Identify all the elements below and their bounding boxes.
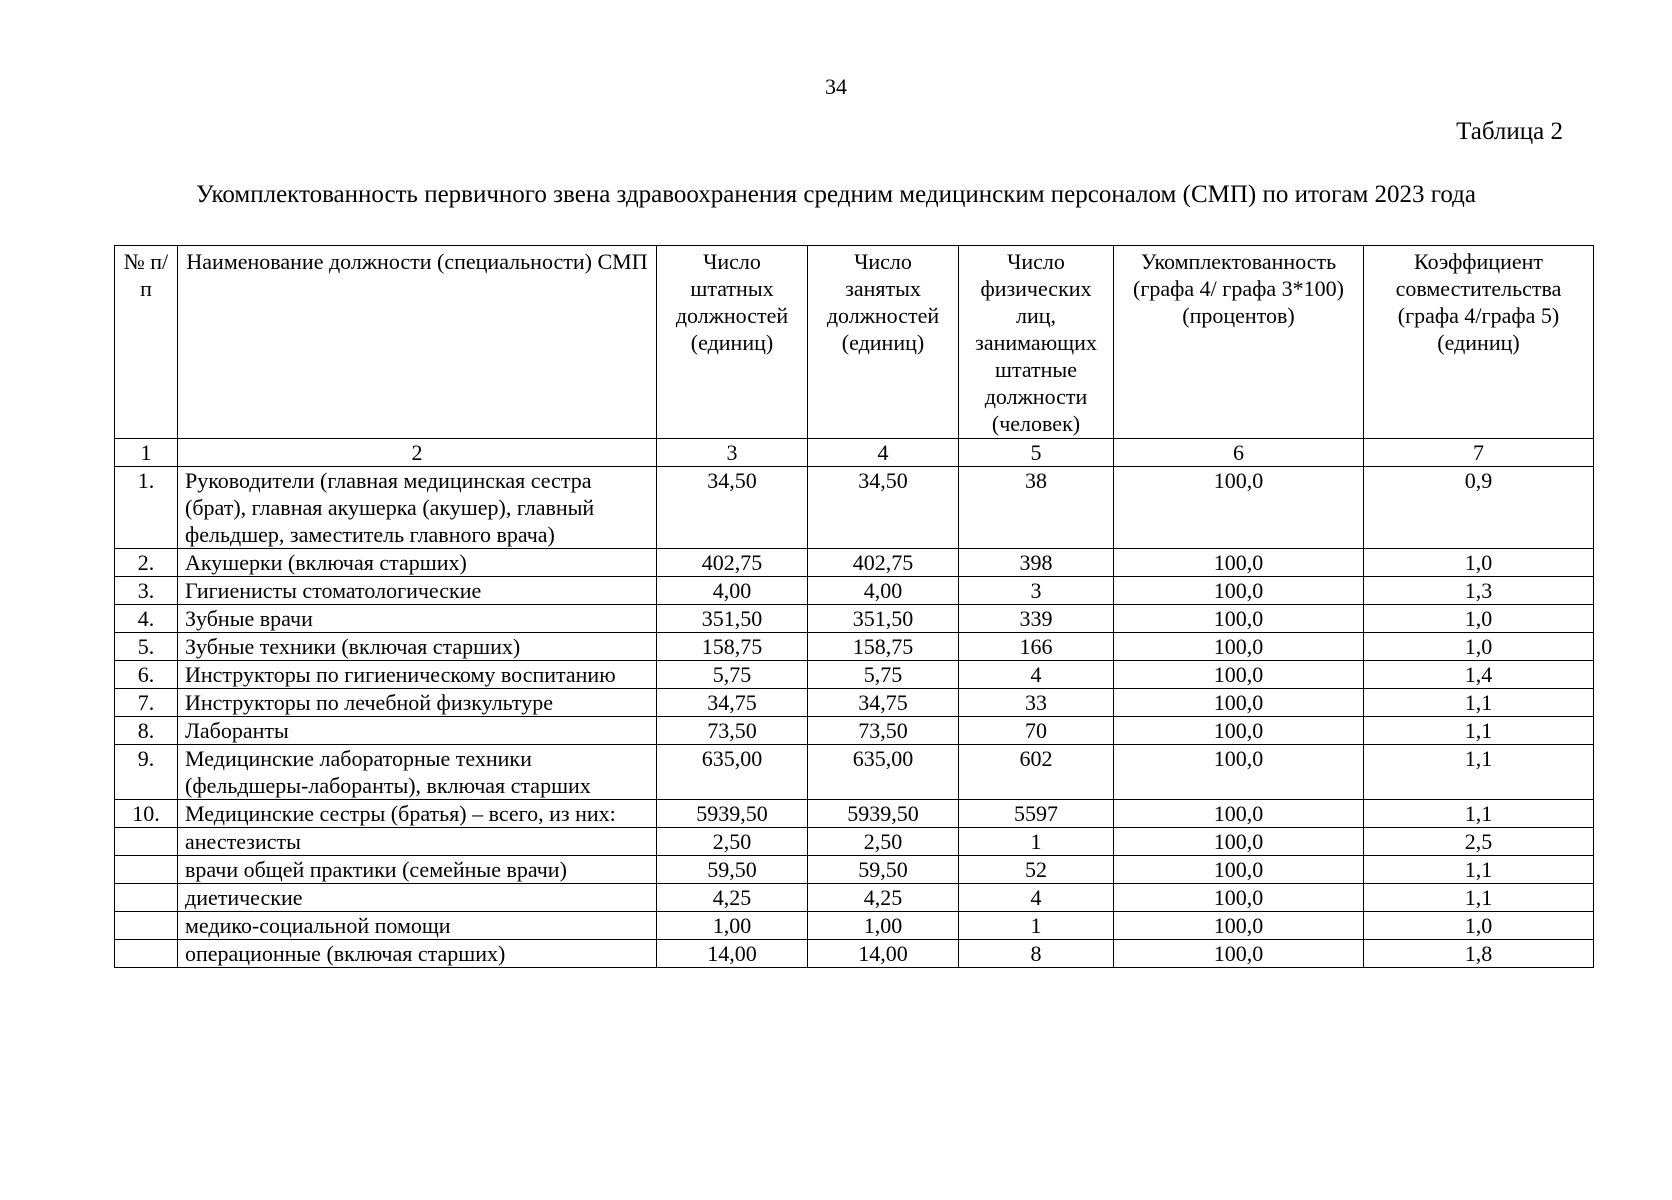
table-row [115,912,1594,940]
column-number: 3 [657,439,808,467]
staff-positions: 5939,50 [657,800,808,828]
row-number [115,884,178,912]
persons: 1 [959,828,1114,856]
row-number: 7. [115,689,178,717]
row-number: 2. [115,549,178,577]
staff-positions: 34,75 [657,689,808,717]
header-num: № п/п [115,246,178,439]
coefficient: 2,5 [1364,828,1594,856]
completeness: 100,0 [1114,467,1364,549]
column-number: 7 [1364,439,1594,467]
header-occupied-positions: Число занятых должностей (единиц) [808,246,959,439]
completeness: 100,0 [1114,856,1364,884]
coefficient: 1,1 [1364,745,1594,800]
row-number [115,828,178,856]
coefficient: 1,8 [1364,940,1594,968]
position-name: медико-социальной помощи [178,912,657,940]
staff-positions: 34,50 [657,467,808,549]
position-name: анестезисты [178,828,657,856]
table-row [115,940,1594,968]
staff-positions: 5,75 [657,661,808,689]
persons: 33 [959,689,1114,717]
persons: 52 [959,856,1114,884]
completeness: 100,0 [1114,800,1364,828]
table-row [115,577,1594,605]
row-number: 1. [115,467,178,549]
row-number: 3. [115,577,178,605]
persons: 38 [959,467,1114,549]
persons: 1 [959,912,1114,940]
staffing-table [114,245,1594,968]
document-title: Укомплектованность первичного звена здравоохранения средним медицинским персоналом (СМП) по итогам 2023 года [195,181,1476,208]
position-name: Лаборанты [178,717,657,745]
row-number [115,856,178,884]
occupied-positions: 158,75 [808,633,959,661]
occupied-positions: 59,50 [808,856,959,884]
coefficient: 1,3 [1364,577,1594,605]
position-name: Медицинские сестры (братья) – всего, из них: [178,800,657,828]
table-body [115,467,1594,968]
position-name: Медицинские лабораторные техники (фельдшеры-лаборанты), включая старших [178,745,657,800]
persons: 8 [959,940,1114,968]
row-number [115,940,178,968]
position-name: Зубные техники (включая старших) [178,633,657,661]
position-name: Руководители (главная медицинская сестра (брат), главная акушерка (акушер), главный фельдшер, заместитель главного врача) [178,467,657,549]
persons: 70 [959,717,1114,745]
coefficient: 1,1 [1364,884,1594,912]
occupied-positions: 4,00 [808,577,959,605]
header-position: Наименование должности (специальности) СМП [178,246,657,439]
table-row [115,549,1594,577]
position-name: Гигиенисты стоматологические [178,577,657,605]
persons: 166 [959,633,1114,661]
coefficient: 1,1 [1364,689,1594,717]
coefficient: 1,0 [1364,633,1594,661]
staff-positions: 158,75 [657,633,808,661]
occupied-positions: 1,00 [808,912,959,940]
completeness: 100,0 [1114,884,1364,912]
column-number: 1 [115,439,178,467]
completeness: 100,0 [1114,689,1364,717]
completeness: 100,0 [1114,577,1364,605]
header-row [115,246,1594,439]
table-row [115,689,1594,717]
completeness: 100,0 [1114,717,1364,745]
completeness: 100,0 [1114,940,1364,968]
occupied-positions: 4,25 [808,884,959,912]
table-row [115,884,1594,912]
occupied-positions: 351,50 [808,605,959,633]
occupied-positions: 14,00 [808,940,959,968]
completeness: 100,0 [1114,549,1364,577]
table-row [115,605,1594,633]
row-number: 9. [115,745,178,800]
occupied-positions: 635,00 [808,745,959,800]
column-number-row [115,439,1594,467]
position-name: операционные (включая старших) [178,940,657,968]
staff-positions: 635,00 [657,745,808,800]
row-number: 4. [115,605,178,633]
row-number: 8. [115,717,178,745]
completeness: 100,0 [1114,912,1364,940]
page-number: 34 [825,74,847,99]
column-number: 4 [808,439,959,467]
staff-positions: 4,00 [657,577,808,605]
occupied-positions: 5939,50 [808,800,959,828]
table-row [115,717,1594,745]
occupied-positions: 402,75 [808,549,959,577]
coefficient: 1,0 [1364,912,1594,940]
persons: 4 [959,661,1114,689]
coefficient: 1,1 [1364,717,1594,745]
header-coefficient: Коэффициент совместительства (графа 4/графа 5) (единиц) [1364,246,1594,439]
header-persons: Число физических лиц, занимающих штатные должности (человек) [959,246,1114,439]
coefficient: 1,1 [1364,856,1594,884]
coefficient: 1,1 [1364,800,1594,828]
table-row [115,828,1594,856]
table-row [115,745,1594,800]
table-row [115,467,1594,549]
persons: 3 [959,577,1114,605]
completeness: 100,0 [1114,745,1364,800]
staff-positions: 14,00 [657,940,808,968]
row-number: 5. [115,633,178,661]
staff-positions: 402,75 [657,549,808,577]
column-number: 2 [178,439,657,467]
table-row [115,856,1594,884]
table-row [115,633,1594,661]
occupied-positions: 34,75 [808,689,959,717]
position-name: врачи общей практики (семейные врачи) [178,856,657,884]
row-number: 6. [115,661,178,689]
coefficient: 0,9 [1364,467,1594,549]
staff-positions: 351,50 [657,605,808,633]
header-completeness: Укомплектованность (графа 4/ графа 3*100) (процентов) [1114,246,1364,439]
table-row [115,661,1594,689]
completeness: 100,0 [1114,828,1364,856]
staff-positions: 2,50 [657,828,808,856]
position-name: Инструкторы по гигиеническому воспитанию [178,661,657,689]
row-number: 10. [115,800,178,828]
persons: 5597 [959,800,1114,828]
position-name: диетические [178,884,657,912]
staff-positions: 1,00 [657,912,808,940]
completeness: 100,0 [1114,633,1364,661]
persons: 4 [959,884,1114,912]
occupied-positions: 34,50 [808,467,959,549]
column-number: 6 [1114,439,1364,467]
coefficient: 1,4 [1364,661,1594,689]
completeness: 100,0 [1114,605,1364,633]
row-number [115,912,178,940]
position-name: Акушерки (включая старших) [178,549,657,577]
occupied-positions: 5,75 [808,661,959,689]
occupied-positions: 73,50 [808,717,959,745]
persons: 602 [959,745,1114,800]
staff-positions: 59,50 [657,856,808,884]
column-number: 5 [959,439,1114,467]
persons: 398 [959,549,1114,577]
table-row [115,800,1594,828]
completeness: 100,0 [1114,661,1364,689]
position-name: Инструкторы по лечебной физкультуре [178,689,657,717]
staff-positions: 73,50 [657,717,808,745]
coefficient: 1,0 [1364,549,1594,577]
coefficient: 1,0 [1364,605,1594,633]
persons: 339 [959,605,1114,633]
table-label: Таблица 2 [1456,118,1563,145]
header-staff-positions: Число штатных должностей (единиц) [657,246,808,439]
staff-positions: 4,25 [657,884,808,912]
occupied-positions: 2,50 [808,828,959,856]
position-name: Зубные врачи [178,605,657,633]
